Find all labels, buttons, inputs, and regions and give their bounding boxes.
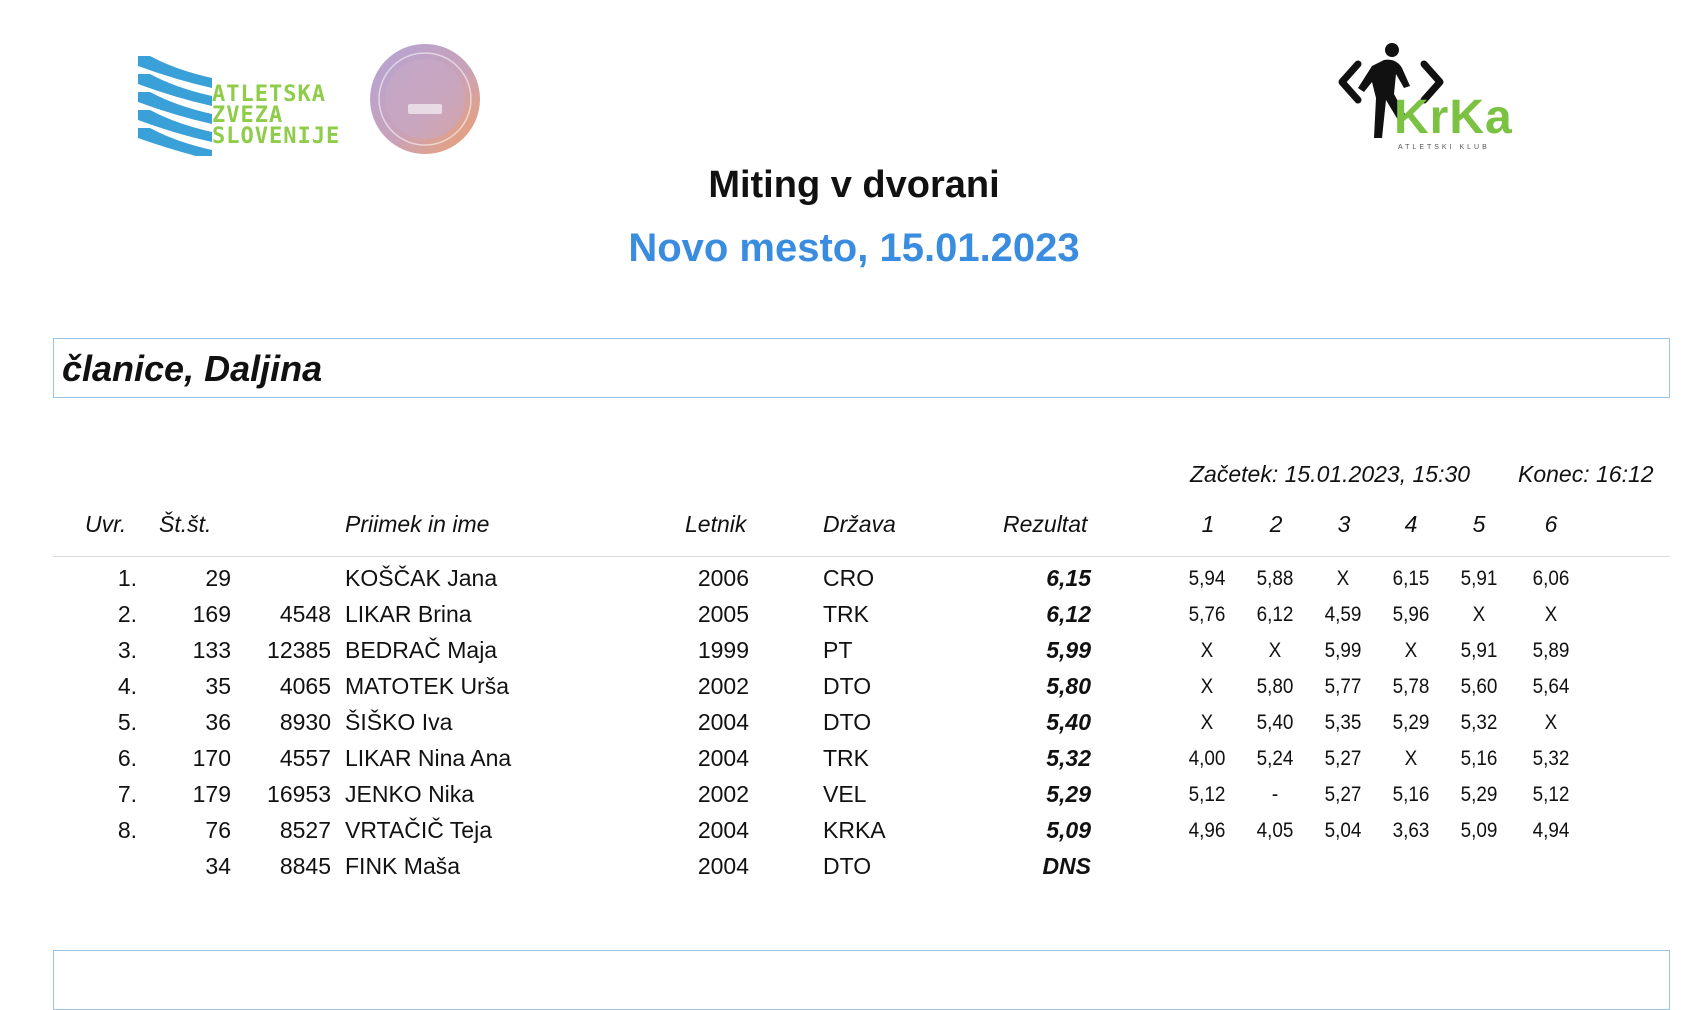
attempt-cell: 5,40 [1256,711,1294,734]
attempt-cell: 6,06 [1532,567,1570,590]
place-cell: 7. [117,781,137,807]
attempt-cell: 4,94 [1532,819,1570,842]
attempt-cell: X [1200,675,1214,698]
bib-cell: 169 [192,601,231,627]
country-cell: DTO [823,853,872,879]
event-title: članice, Daljina [62,348,323,389]
place-cell: 3. [117,637,137,663]
table-row [53,740,1670,776]
name-cell: BEDRAČ Maja [345,637,498,663]
result-cell: 6,12 [1046,601,1091,627]
attempt-cell: 5,27 [1324,747,1362,770]
federation-seal-icon [368,42,482,156]
result-cell: DNS [1042,853,1091,879]
place-cell: 2. [117,601,137,627]
event-header [53,338,1670,398]
place-cell: 6. [117,745,137,771]
attempt-cell: X [1268,639,1282,662]
attempt-cell: 5,89 [1532,639,1570,662]
place-cell: 8. [117,817,137,843]
result-cell: 5,99 [1046,637,1091,663]
name-cell: LIKAR Brina [345,601,472,627]
club-subtitle: ATLETSKI KLUB [1398,144,1490,151]
attempt-cell: 5,94 [1188,567,1226,590]
table-row [53,560,1670,596]
place-cell: 1. [117,565,137,591]
attempt-cell: 5,16 [1392,783,1430,806]
attempt-cell: 5,88 [1256,567,1294,590]
bib-cell: 35 [205,673,231,699]
bib-cell: 133 [192,637,231,663]
license-cell: 16953 [267,781,331,807]
table-row [53,812,1670,848]
attempt-cell: 3,63 [1392,819,1430,842]
country-cell: VEL [823,781,867,807]
license-cell: 8930 [279,709,331,735]
attempt-cell: 5,32 [1532,747,1570,770]
meet-subtitle: Novo mesto, 15.01.2023 [628,226,1080,270]
result-cell: 5,29 [1046,781,1091,807]
license-cell: 4548 [279,601,331,627]
attempt-cell: 4,59 [1324,603,1362,626]
bib-cell: 170 [192,745,231,771]
country-cell: CRO [823,565,875,591]
attempt-cell: 5,12 [1188,783,1226,806]
table-row [53,668,1670,704]
year-cell: 2004 [697,709,749,735]
place-cell: 5. [117,709,137,735]
header-attempt-4: 4 [1404,511,1418,537]
attempt-cell: - [1271,783,1279,806]
attempt-cell: 5,29 [1460,783,1498,806]
club-logo [1336,42,1516,160]
results-rows [53,560,1670,884]
year-cell: 2004 [697,817,749,843]
table-row [53,848,1670,884]
year-cell: 2002 [697,781,749,807]
place-cell: 4. [117,673,137,699]
result-cell: 5,80 [1046,673,1091,699]
header-divider [53,556,1670,557]
header-attempt-1: 1 [1201,511,1215,537]
attempt-cell: 4,00 [1188,747,1226,770]
attempt-cell: 5,27 [1324,783,1362,806]
bib-cell: 34 [205,853,231,879]
attempt-cell: 5,24 [1256,747,1294,770]
club-wordmark: KrKa [1394,91,1513,144]
event-end-time: Konec: 16:12 [1518,461,1654,487]
table-row [53,596,1670,632]
attempt-cell: X [1404,639,1418,662]
year-cell: 2004 [697,745,749,771]
name-cell: JENKO Nika [345,781,475,807]
attempt-cell: 5,60 [1460,675,1498,698]
license-cell: 8527 [279,817,331,843]
result-cell: 5,32 [1046,745,1091,771]
attempt-cell: 4,96 [1188,819,1226,842]
federation-logo [136,50,356,162]
country-cell: KRKA [823,817,886,843]
attempt-cell: 5,09 [1460,819,1498,842]
attempt-cell: 5,77 [1324,675,1362,698]
license-cell: 8845 [279,853,331,879]
country-cell: PT [823,637,853,663]
attempt-cell: X [1200,711,1214,734]
table-row [53,704,1670,740]
attempt-cell: 5,04 [1324,819,1362,842]
attempt-cell: 5,29 [1392,711,1430,734]
header-result: Rezultat [1003,511,1088,537]
name-cell: MATOTEK Urša [345,673,509,699]
attempt-cell: 4,05 [1256,819,1294,842]
table-row [53,776,1670,812]
result-cell: 5,40 [1046,709,1091,735]
header-attempt-6: 6 [1544,511,1558,537]
attempt-cell: 5,99 [1324,639,1362,662]
bib-cell: 29 [205,565,231,591]
license-cell: 4557 [279,745,331,771]
attempt-cell: 5,16 [1460,747,1498,770]
country-cell: TRK [823,745,869,771]
country-cell: TRK [823,601,869,627]
year-cell: 2006 [697,565,749,591]
name-cell: FINK Maša [345,853,461,879]
attempt-cell: 5,64 [1532,675,1570,698]
attempt-cell: 5,91 [1460,639,1498,662]
header-name: Priimek in ime [345,511,490,537]
attempt-cell: X [1472,603,1486,626]
license-cell: 4065 [279,673,331,699]
year-cell: 1999 [697,637,749,663]
table-row [53,632,1670,668]
bib-cell: 179 [192,781,231,807]
attempt-cell: 6,12 [1256,603,1294,626]
federation-wordmark: ATLETSKA ZVEZA SLOVENIJE [212,82,341,149]
bib-cell: 36 [205,709,231,735]
attempt-cell: 5,96 [1392,603,1430,626]
header-bib: Št.št. [159,511,212,537]
year-cell: 2002 [697,673,749,699]
country-cell: DTO [823,709,872,735]
year-cell: 2004 [697,853,749,879]
year-cell: 2005 [697,601,749,627]
attempt-cell: 5,76 [1188,603,1226,626]
attempt-cell: 5,35 [1324,711,1362,734]
attempt-cell: 5,32 [1460,711,1498,734]
bib-cell: 76 [205,817,231,843]
header-attempt-2: 2 [1269,511,1283,537]
attempt-cell: X [1404,747,1418,770]
attempt-cell: 5,78 [1392,675,1430,698]
event-start-time: Začetek: 15.01.2023, 15:30 [1190,461,1471,487]
name-cell: KOŠČAK Jana [345,565,498,591]
attempt-cell: 5,80 [1256,675,1294,698]
header-place: Uvr. [85,511,127,537]
federation-stripes-icon [136,56,214,156]
name-cell: LIKAR Nina Ana [345,745,512,771]
attempt-cell: 6,15 [1392,567,1430,590]
result-cell: 6,15 [1046,565,1091,591]
header-year: Letnik [685,511,747,537]
result-cell: 5,09 [1046,817,1091,843]
attempt-cell: 5,91 [1460,567,1498,590]
attempt-cell: X [1544,711,1558,734]
attempt-cell: X [1336,567,1350,590]
attempt-cell: X [1200,639,1214,662]
attempt-cell: X [1544,603,1558,626]
meet-title: Miting v dvorani [708,164,1000,206]
attempt-cell: 5,12 [1532,783,1570,806]
name-cell: ŠIŠKO Iva [345,709,453,735]
header-attempt-5: 5 [1472,511,1486,537]
header-attempt-3: 3 [1337,511,1351,537]
license-cell: 12385 [267,637,331,663]
header-country: Država [823,511,896,537]
country-cell: DTO [823,673,872,699]
name-cell: VRTAČIČ Teja [345,817,492,843]
next-event-header [53,950,1670,1010]
